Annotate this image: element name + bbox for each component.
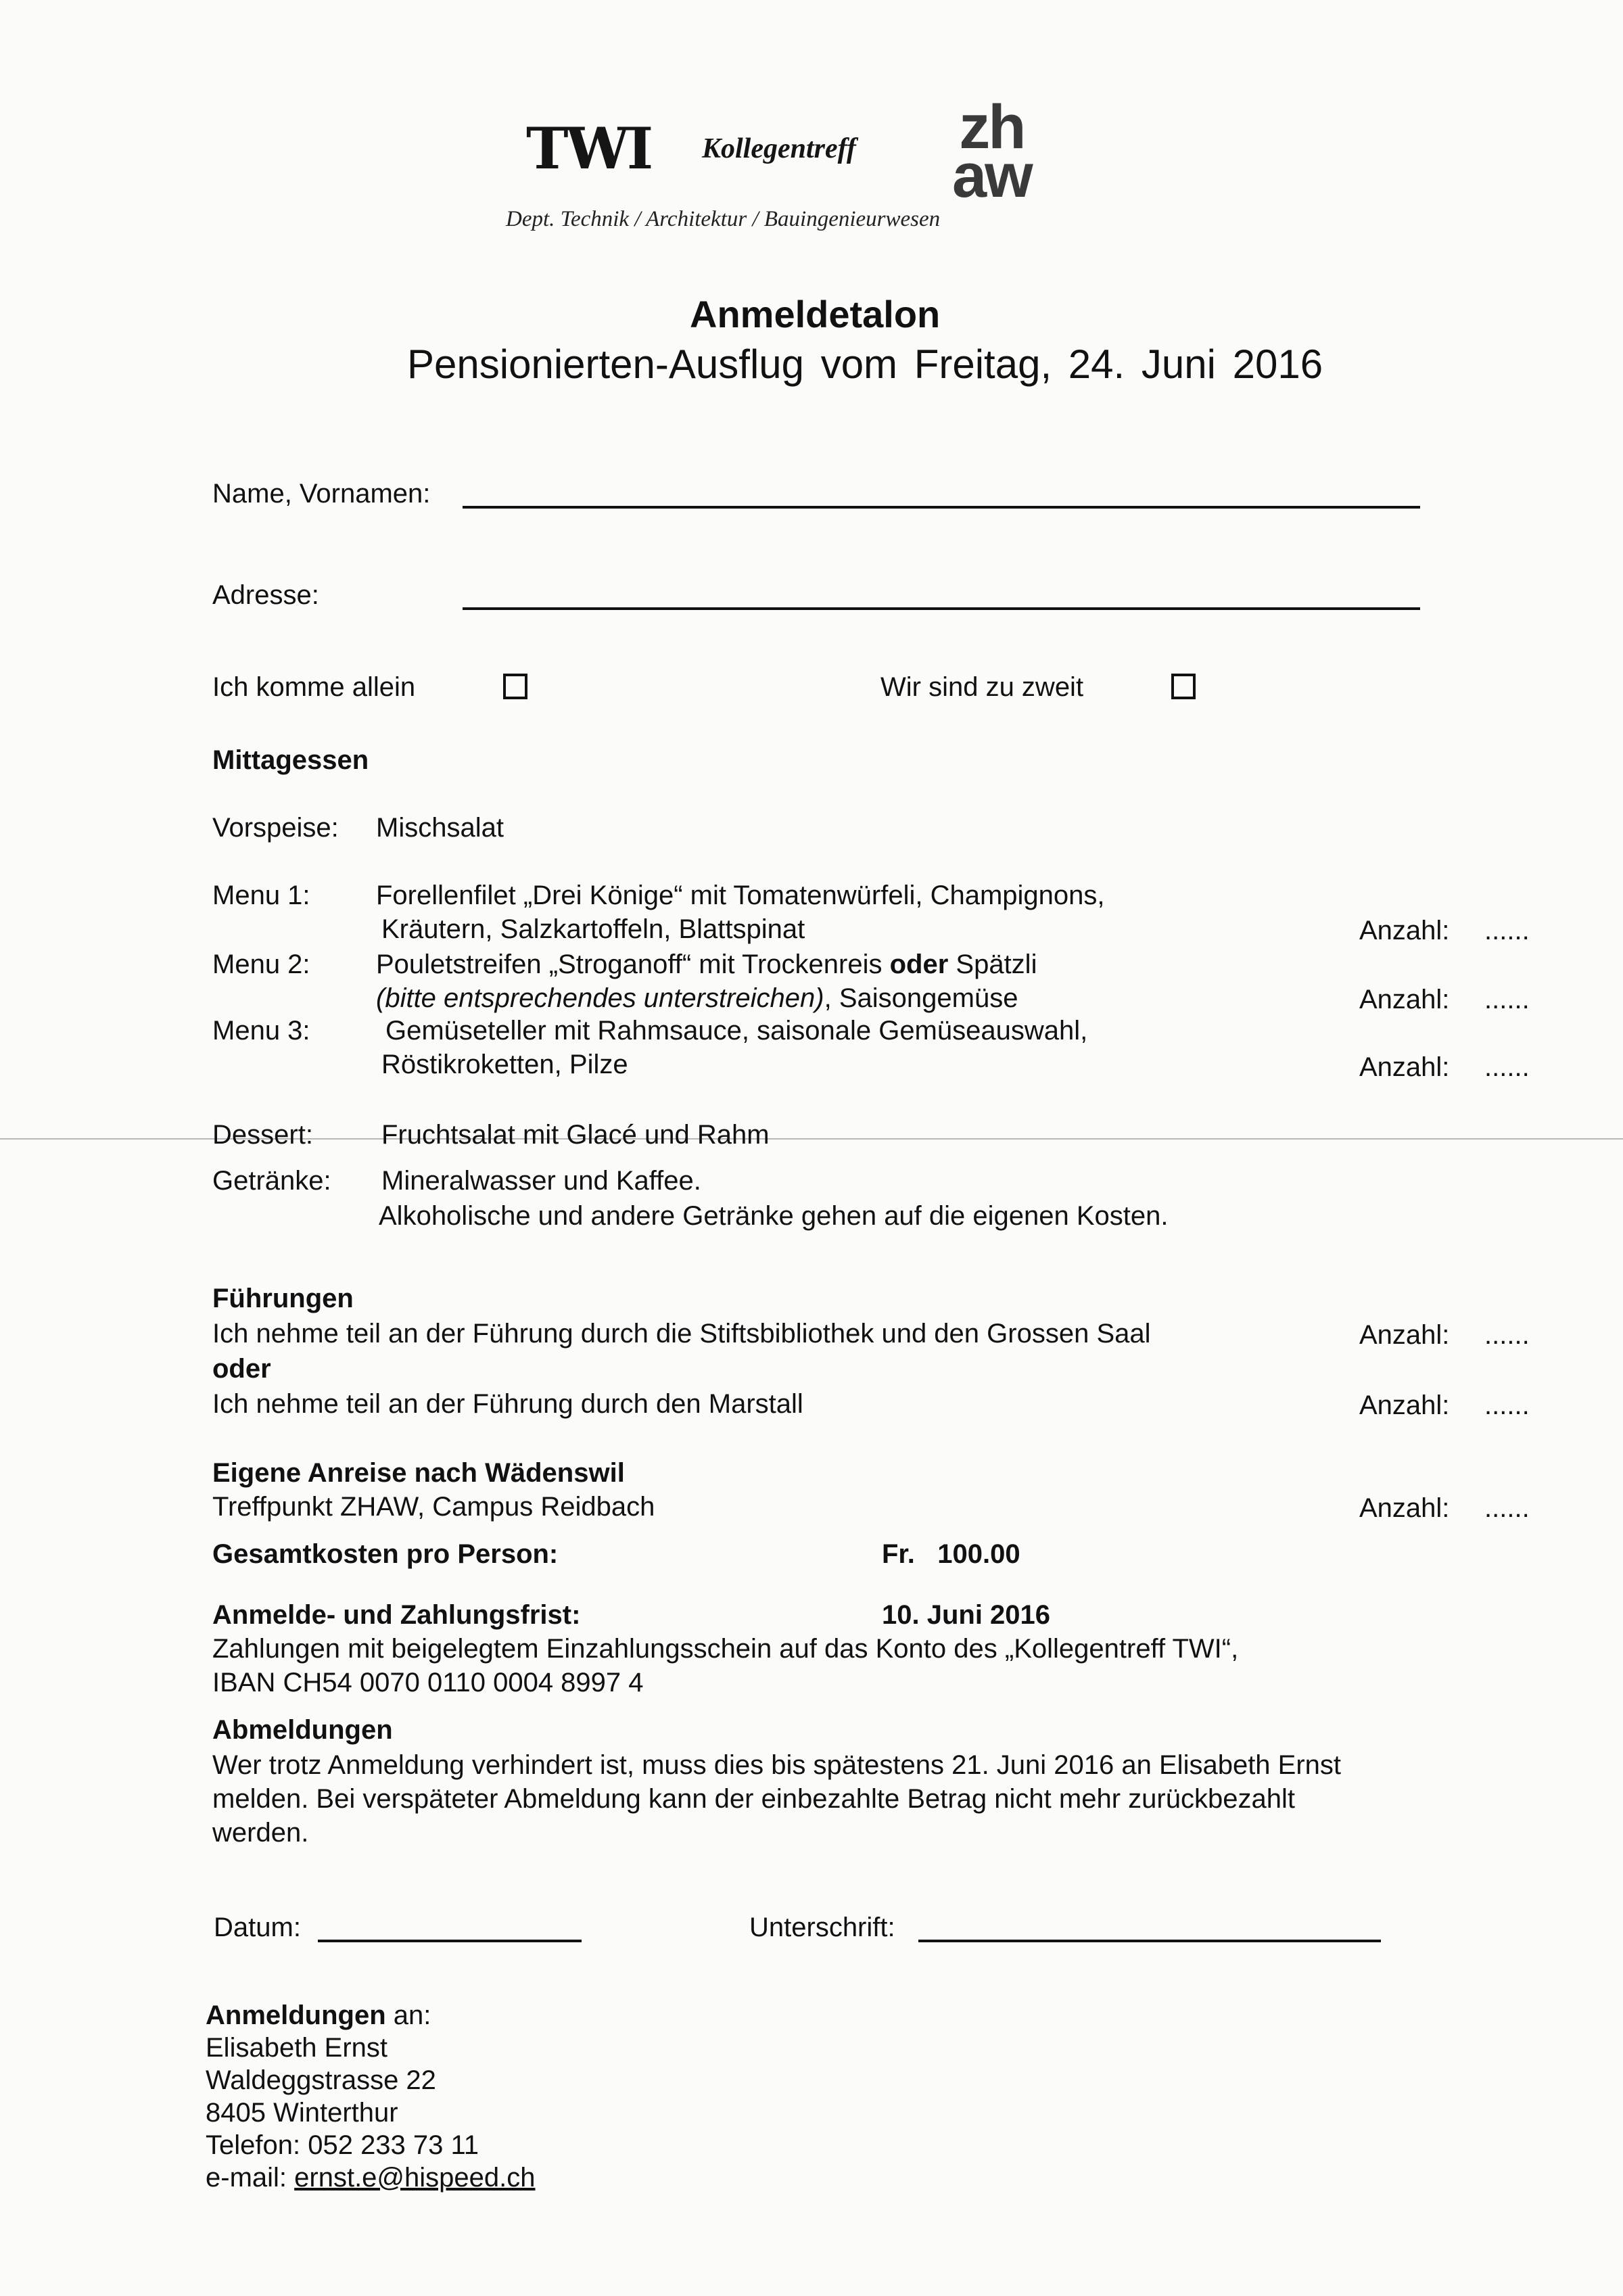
starter-value: Mischsalat xyxy=(376,813,504,843)
cancellation-line-3: werden. xyxy=(212,1818,309,1848)
signature-field[interactable] xyxy=(918,1940,1381,1942)
tours-heading: Führungen xyxy=(212,1284,354,1313)
contact-heading-rest: an: xyxy=(385,2000,431,2030)
deadline-label: Anmelde- und Zahlungsfrist: xyxy=(212,1600,581,1630)
drinks-line-2: Alkoholische und andere Getränke gehen auf die eigenen Kosten. xyxy=(379,1201,1169,1231)
menu-1-count-label: Anzahl: xyxy=(1359,916,1450,945)
dessert-label: Dessert: xyxy=(212,1120,313,1150)
menu-1-line-2: Kräutern, Salzkartoffeln, Blattspinat xyxy=(381,914,805,944)
menu-2-or: oder xyxy=(889,950,949,979)
twi-logo: TWI xyxy=(526,115,651,182)
tour-option-2: Ich nehme teil an der Führung durch den Marstall xyxy=(212,1389,803,1419)
name-field[interactable] xyxy=(463,506,1420,509)
tour-option-1: Ich nehme teil an der Führung durch die Stiftsbibliothek und den Grossen Saal xyxy=(212,1319,1151,1349)
tours-or: oder xyxy=(212,1354,271,1384)
tour-1-count-label: Anzahl: xyxy=(1359,1320,1450,1350)
tour-1-count-field[interactable]: ...... xyxy=(1484,1320,1530,1350)
tour-2-count-field[interactable]: ...... xyxy=(1484,1390,1530,1420)
menu-2-line-1 xyxy=(376,948,1037,981)
menu-2-line-2 xyxy=(376,982,1018,1014)
dessert-value: Fruchtsalat mit Glacé und Rahm xyxy=(381,1120,770,1150)
menu-2-text-b: Spätzli xyxy=(948,950,1037,979)
contact-email-link[interactable]: ernst.e@hispeed.ch xyxy=(294,2163,536,2193)
drinks-label: Getränke: xyxy=(212,1166,331,1196)
contact-street: Waldeggstrasse 22 xyxy=(206,2065,436,2095)
alone-checkbox[interactable] xyxy=(503,674,527,699)
date-field[interactable] xyxy=(318,1940,582,1942)
payment-iban: IBAN CH54 0070 0110 0004 8997 4 xyxy=(212,1668,644,1697)
starter-label: Vorspeise: xyxy=(212,813,339,843)
travel-count-field[interactable]: ...... xyxy=(1484,1493,1530,1523)
cancellation-heading: Abmeldungen xyxy=(212,1715,393,1745)
cancellation-line-1: Wer trotz Anmeldung verhindert ist, muss dies bis spätestens 21. Juni 2016 an Elisabeth Ernst xyxy=(212,1750,1342,1780)
address-label: Adresse: xyxy=(212,580,319,610)
lunch-heading: Mittagessen xyxy=(212,745,369,775)
menu-1-label: Menu 1: xyxy=(212,881,310,910)
menu-2-count-field[interactable]: ...... xyxy=(1484,985,1530,1014)
menu-2-instruction: (bitte entsprechendes unterstreichen) xyxy=(376,983,824,1013)
kollegentreff-title: Kollegentreff xyxy=(702,133,856,164)
zhaw-logo-bottom: aw xyxy=(952,141,1031,210)
contact-city: 8405 Winterthur xyxy=(206,2098,398,2128)
signature-label: Unterschrift: xyxy=(749,1913,895,1942)
menu-1-count-field[interactable]: ...... xyxy=(1484,916,1530,945)
menu-3-line-1: Gemüseteller mit Rahmsauce, saisonale Gemüseauswahl, xyxy=(385,1016,1088,1046)
menu-2-label: Menu 2: xyxy=(212,950,310,979)
cancellation-line-2: melden. Bei verspäteter Abmeldung kann der einbezahlte Betrag nicht mehr zurückbezahlt xyxy=(212,1784,1295,1814)
menu-2-text-a: Pouletstreifen „Stroganoff“ mit Trockenreis xyxy=(376,950,890,979)
menu-2-count-label: Anzahl: xyxy=(1359,985,1450,1014)
total-cost-label: Gesamtkosten pro Person: xyxy=(212,1539,559,1569)
travel-count-label: Anzahl: xyxy=(1359,1493,1450,1523)
name-label: Name, Vornamen: xyxy=(212,479,431,509)
menu-3-line-2: Röstikroketten, Pilze xyxy=(381,1050,628,1079)
contact-heading xyxy=(206,1999,431,2032)
payment-line-1: Zahlungen mit beigelegtem Einzahlungsschein auf das Konto des „Kollegentreff TWI“, xyxy=(212,1634,1239,1664)
contact-email-label: e-mail: xyxy=(206,2163,295,2193)
menu-3-count-label: Anzahl: xyxy=(1359,1052,1450,1082)
total-cost-value: Fr. 100.00 xyxy=(882,1539,1020,1569)
two-persons-label: Wir sind zu zweit xyxy=(880,672,1084,702)
contact-email-row xyxy=(206,2161,536,2194)
meeting-point: Treffpunkt ZHAW, Campus Reidbach xyxy=(212,1492,655,1522)
tour-2-count-label: Anzahl: xyxy=(1359,1390,1450,1420)
alone-label: Ich komme allein xyxy=(212,672,416,702)
address-field[interactable] xyxy=(463,607,1420,610)
contact-name: Elisabeth Ernst xyxy=(206,2033,388,2063)
two-persons-checkbox[interactable] xyxy=(1171,674,1196,699)
menu-1-line-1: Forellenfilet „Drei Könige“ mit Tomatenwürfeli, Champignons, xyxy=(376,881,1105,910)
zhaw-logo xyxy=(952,93,1031,210)
page-title: Anmeldetalon xyxy=(690,293,941,335)
drinks-line-1: Mineralwasser und Kaffee. xyxy=(381,1166,701,1196)
travel-heading: Eigene Anreise nach Wädenswil xyxy=(212,1458,625,1488)
menu-3-count-field[interactable]: ...... xyxy=(1484,1052,1530,1082)
deadline-value: 10. Juni 2016 xyxy=(882,1600,1051,1630)
page-subtitle: Pensionierten-Ausflug vom Freitag, 24. Juni 2016 xyxy=(407,342,1323,387)
menu-2-side: , Saisongemüse xyxy=(824,983,1018,1013)
contact-heading-bold: Anmeldungen xyxy=(206,2000,386,2030)
date-label: Datum: xyxy=(214,1913,301,1942)
department-line: Dept. Technik / Architektur / Bauingenieurwesen xyxy=(506,207,941,231)
menu-3-label: Menu 3: xyxy=(212,1016,310,1046)
contact-phone: Telefon: 052 233 73 11 xyxy=(206,2130,479,2160)
zhaw-logo-top: zh xyxy=(959,93,1025,162)
